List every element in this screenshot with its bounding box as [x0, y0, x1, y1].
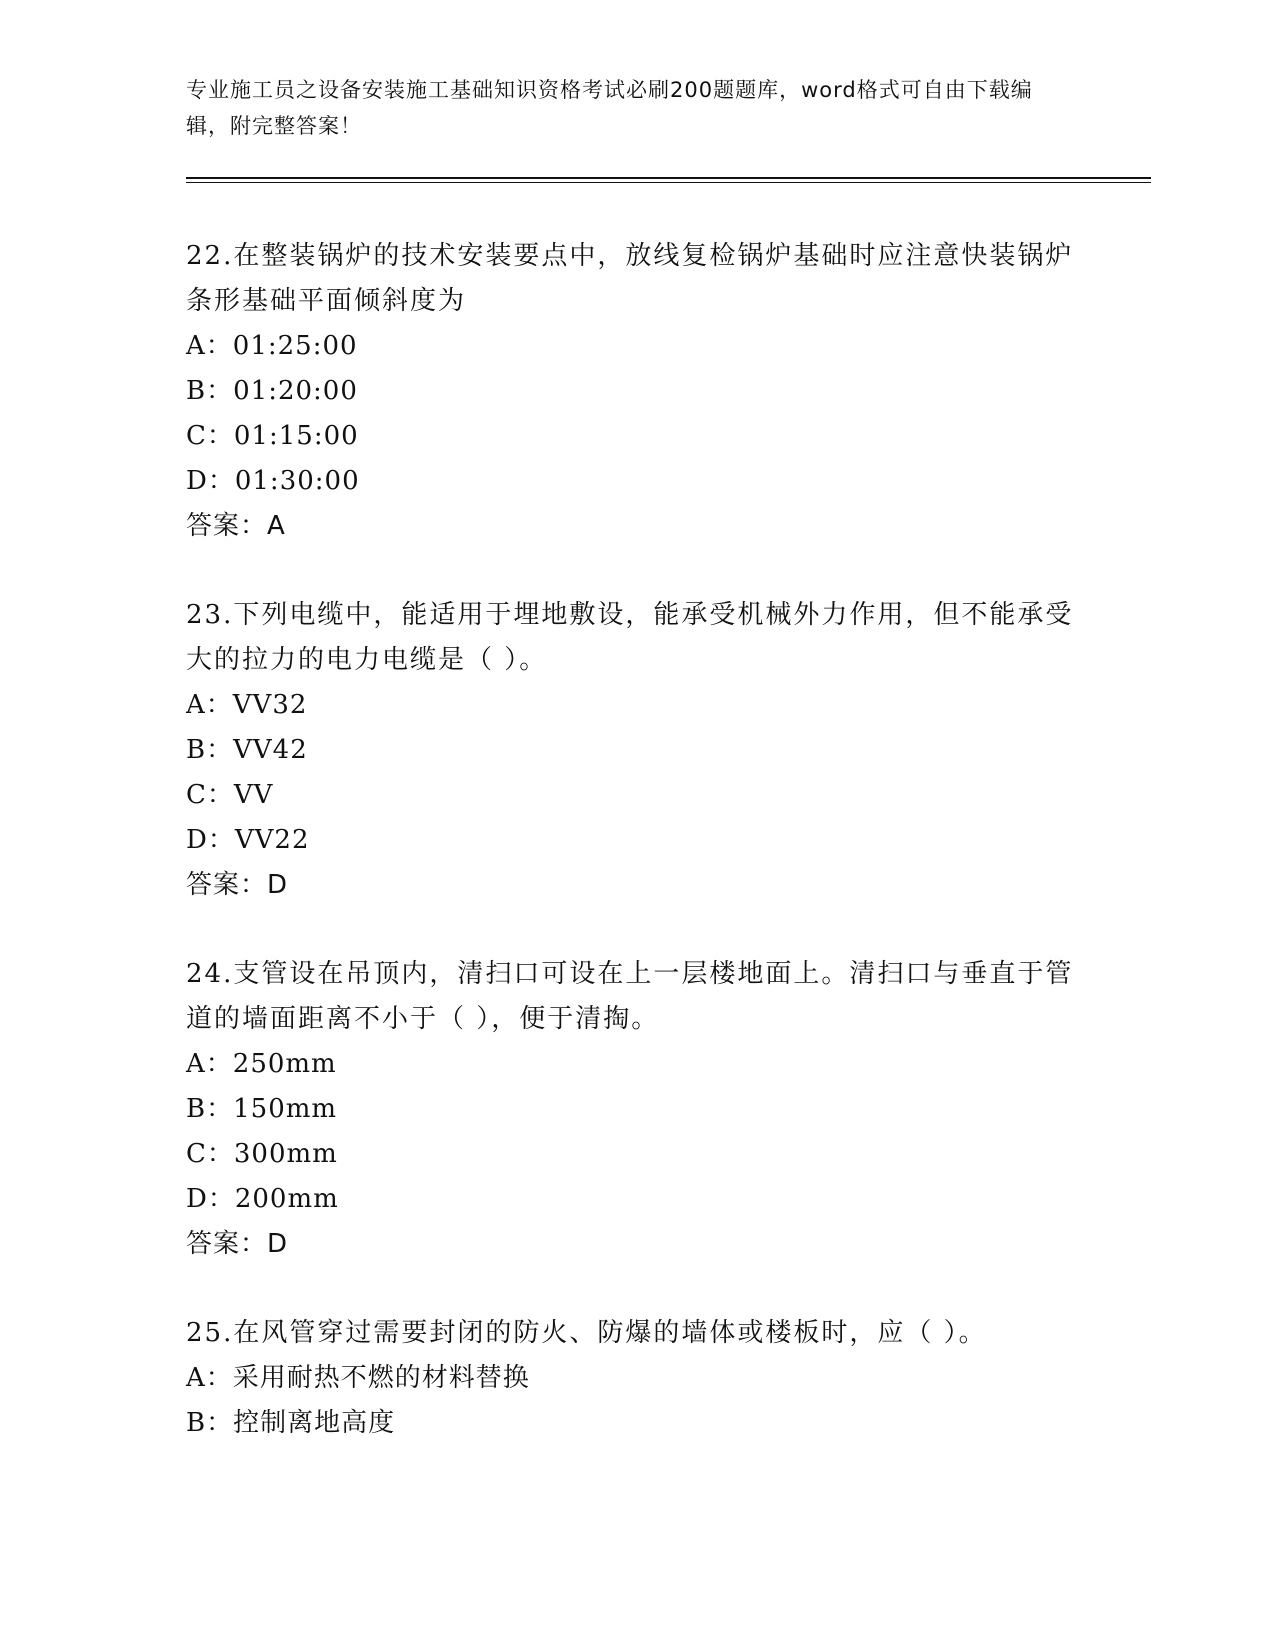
document-header: 专业施工员之设备安装施工基础知识资格考试必刷200题题库，word格式可自由下载编辑，附完整答案！	[186, 78, 1033, 138]
answer-line: 答案：D	[186, 1229, 289, 1259]
question-25	[186, 1311, 1086, 1446]
option-b: B：150mm	[186, 1094, 338, 1124]
option-c: C：VV	[186, 780, 274, 810]
option-a: A：01:25:00	[186, 331, 358, 361]
question-24	[186, 952, 1086, 1267]
option-a: A：采用耐热不燃的材料替换	[186, 1363, 530, 1393]
option-b: B：01:20:00	[186, 376, 358, 406]
question-text: 22.在整装锅炉的技术安装要点中，放线复检锅炉基础时应注意快装锅炉条形基础平面倾斜度为	[186, 241, 1074, 316]
question-text: 23.下列电缆中，能适用于埋地敷设，能承受机械外力作用，但不能承受大的拉力的电力电缆是（ ）。	[186, 600, 1074, 675]
answer-line: 答案：A	[186, 511, 286, 541]
option-b: B：VV42	[186, 735, 308, 765]
option-b: B：控制离地高度	[186, 1408, 396, 1438]
option-d: D：VV22	[186, 825, 310, 855]
option-d: D：01:30:00	[186, 466, 360, 496]
question-22	[186, 234, 1086, 549]
question-list	[186, 234, 1086, 1490]
option-a: A：VV32	[186, 690, 308, 720]
question-text: 24.支管设在吊顶内，清扫口可设在上一层楼地面上。清扫口与垂直于管道的墙面距离不小于（ ），便于清掏。	[186, 959, 1074, 1034]
option-c: C：01:15:00	[186, 421, 359, 451]
question-23	[186, 593, 1086, 908]
answer-line: 答案：D	[186, 870, 289, 900]
option-d: D：200mm	[186, 1184, 339, 1214]
header-divider-thick	[186, 177, 1151, 179]
header-divider-thin	[186, 182, 1151, 183]
option-c: C：300mm	[186, 1139, 338, 1169]
question-text: 25.在风管穿过需要封闭的防火、防爆的墙体或楼板时，应（ ）。	[186, 1318, 987, 1348]
option-a: A：250mm	[186, 1049, 337, 1079]
